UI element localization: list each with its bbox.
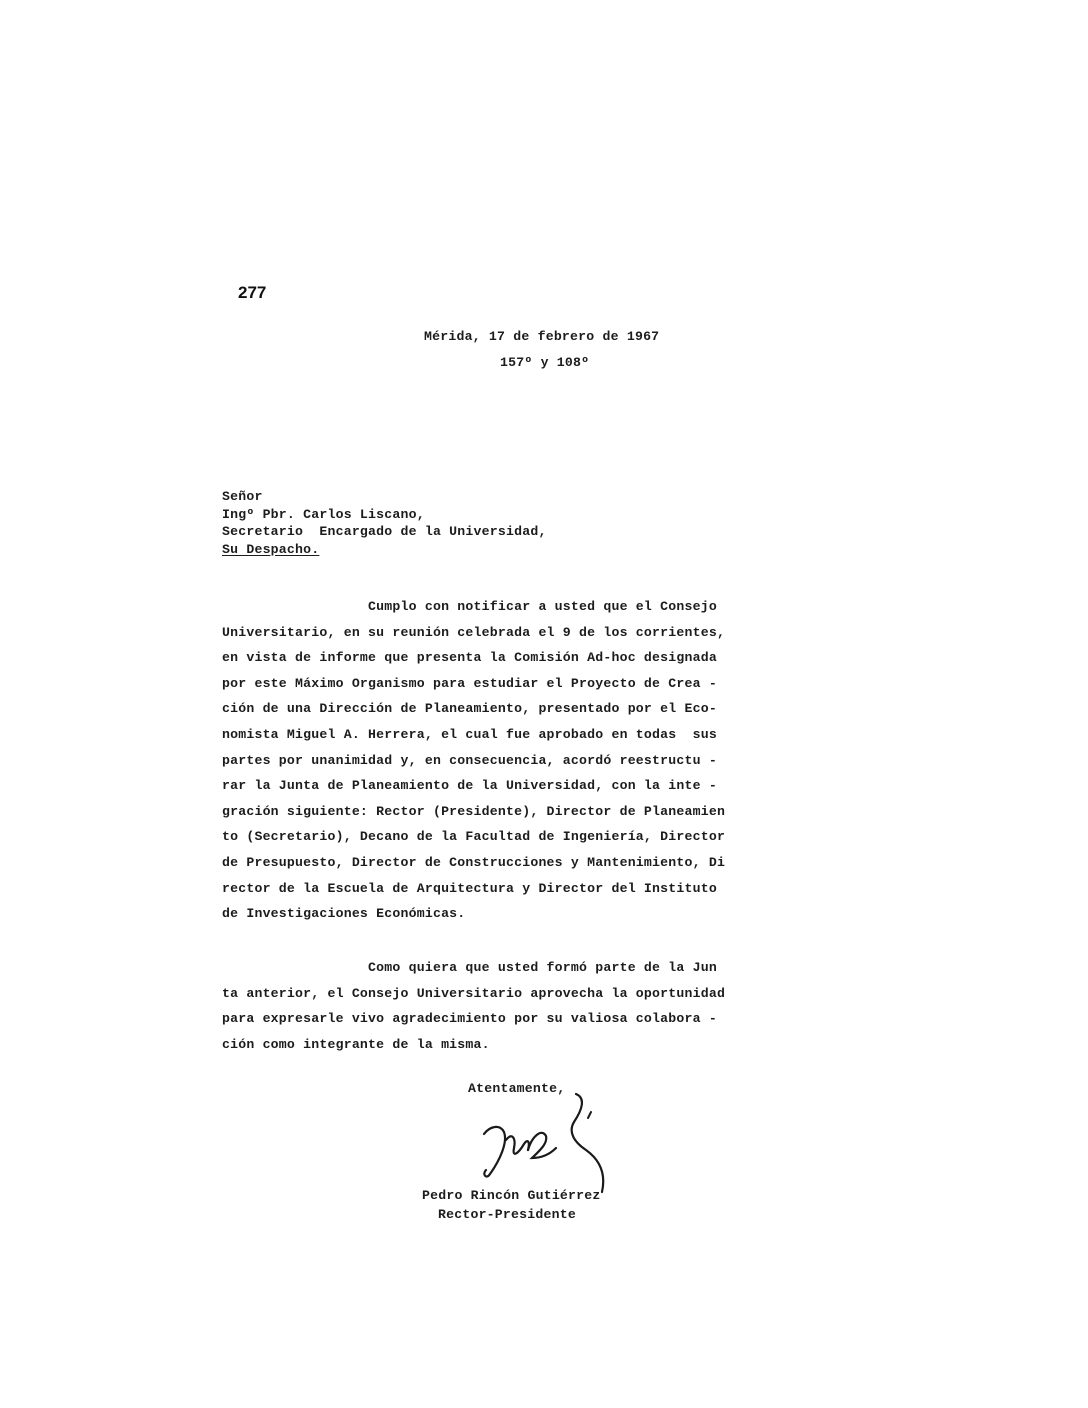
body-line: ción como integrante de la misma. — [222, 1036, 490, 1052]
recipient-line: Su Despacho. — [222, 541, 320, 557]
body-line: Como quiera que usted formó parte de la Jun — [222, 960, 717, 975]
body-line: en vista de informe que presenta la Comisión Ad-hoc designada — [222, 650, 717, 666]
body-line: para expresarle vivo agradecimiento por su valiosa colabora - — [222, 1011, 717, 1027]
signer-name: Pedro Rincón Gutiérrez — [422, 1188, 601, 1203]
body-line: nomista Miguel A. Herrera, el cual fue aprobado en todas sus — [222, 726, 717, 742]
body-line: gración siguiente: Rector (Presidente), Director de Planeamien — [222, 803, 726, 819]
body-line: por este Máximo Organismo para estudiar el Proyecto de Crea - — [222, 675, 717, 691]
signer-block — [422, 1186, 601, 1224]
body-line: to (Secretario), Decano de la Facultad de Ingeniería, Director — [222, 829, 726, 845]
dateline — [424, 324, 659, 376]
body-line: rector de la Escuela de Arquitectura y Director del Instituto — [222, 880, 717, 896]
body-line: ción de una Dirección de Planeamiento, presentado por el Eco- — [222, 701, 717, 717]
body-line: de Presupuesto, Director de Construcciones y Mantenimiento, Di — [222, 854, 726, 870]
recipient-line: Señor — [222, 489, 263, 504]
recipient-block — [222, 488, 547, 558]
commemorative-years: 157º y 108º — [500, 355, 590, 370]
paragraph-gratitude — [222, 955, 842, 1057]
signer-title: Rector-Presidente — [438, 1207, 576, 1222]
page-number: 277 — [238, 283, 267, 302]
body-line: Cumplo con notificar a usted que el Consejo — [222, 599, 717, 614]
body-line: rar la Junta de Planeamiento de la Universidad, con la inte - — [222, 778, 717, 794]
body-line: Universitario, en su reunión celebrada el 9 de los corrientes, — [222, 624, 726, 640]
closing-salutation: Atentamente, — [468, 1081, 566, 1096]
handwritten-signature-icon — [476, 1088, 626, 1200]
place-date: Mérida, 17 de febrero de 1967 — [424, 329, 660, 344]
body-line: ta anterior, el Consejo Universitario aprovecha la oportunidad — [222, 985, 726, 1001]
recipient-line: Secretario Encargado de la Universidad, — [222, 524, 547, 539]
body-line: de Investigaciones Económicas. — [222, 906, 466, 922]
recipient-line: Ingº Pbr. Carlos Liscano, — [222, 506, 425, 522]
body-line: partes por unanimidad y, en consecuencia, acordó reestructu - — [222, 752, 717, 768]
paragraph-notification — [222, 594, 842, 927]
